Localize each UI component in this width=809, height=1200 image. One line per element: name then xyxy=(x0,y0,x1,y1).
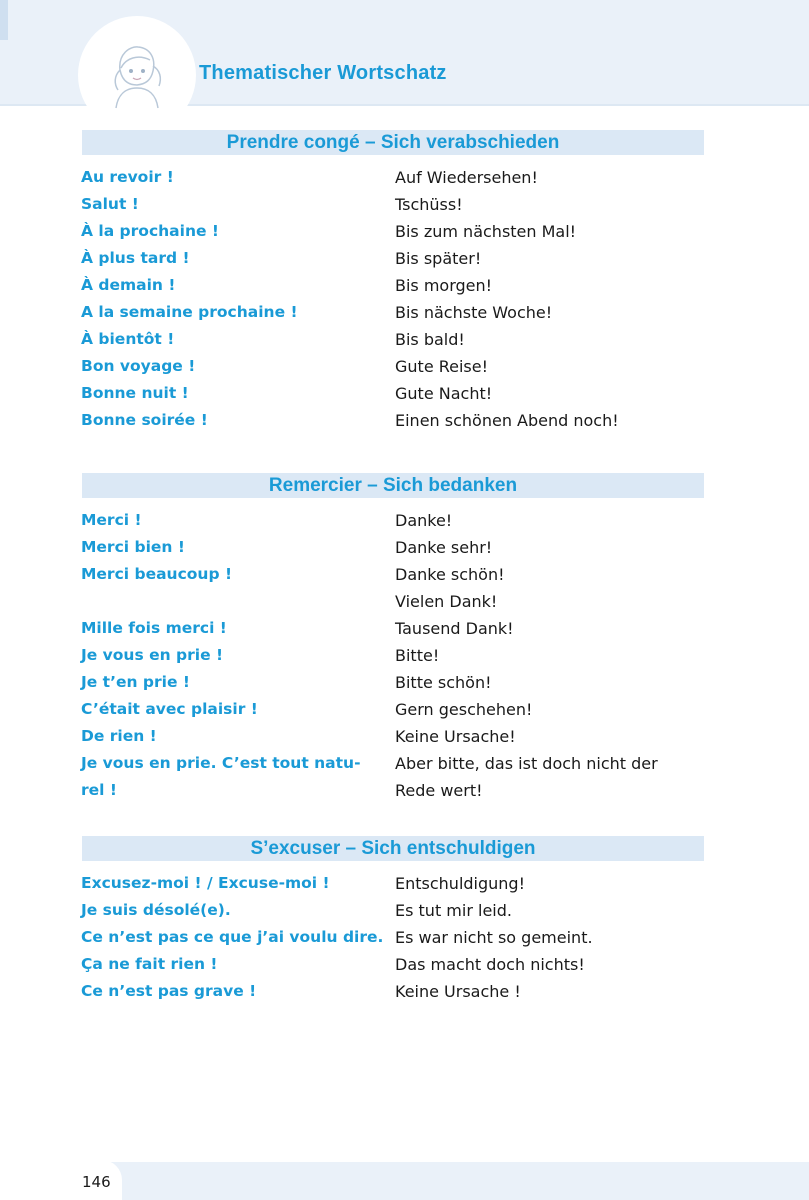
french-phrase: Je suis désolé(e). xyxy=(81,901,231,919)
vocabulary-entry xyxy=(0,924,809,951)
german-translation: Bis später! xyxy=(395,249,482,268)
french-phrase: Merci ! xyxy=(81,511,142,529)
french-phrase: À demain ! xyxy=(81,276,176,294)
vocabulary-entry xyxy=(0,642,809,669)
german-translation: Es tut mir leid. xyxy=(395,901,512,920)
french-phrase: Ce n’est pas grave ! xyxy=(81,982,257,1000)
german-translation: Danke sehr! xyxy=(395,538,493,557)
vocabulary-entry xyxy=(0,870,809,897)
french-phrase: Au revoir ! xyxy=(81,168,174,186)
vocabulary-entry xyxy=(0,191,809,218)
vocabulary-entry xyxy=(0,218,809,245)
german-translation: Bis morgen! xyxy=(395,276,493,295)
french-phrase: De rien ! xyxy=(81,727,157,745)
section-title: Prendre congé – Sich verabschieden xyxy=(226,132,560,153)
german-translation: Gute Nacht! xyxy=(395,384,493,403)
german-translation: Bitte schön! xyxy=(395,673,492,692)
german-translation: Gute Reise! xyxy=(395,357,489,376)
header-tab xyxy=(0,0,8,40)
vocabulary-entry xyxy=(0,326,809,353)
vocabulary-entry xyxy=(0,897,809,924)
german-translation: Einen schönen Abend noch! xyxy=(395,411,619,430)
section-title: S’excuser – Sich entschuldigen xyxy=(250,838,536,859)
german-translation: Bis nächste Woche! xyxy=(395,303,553,322)
french-phrase: Je t’en prie ! xyxy=(81,673,190,691)
vocabulary-entry xyxy=(0,407,809,434)
german-translation: Entschuldigung! xyxy=(395,874,525,893)
vocabulary-entry xyxy=(0,723,809,750)
vocabulary-entry xyxy=(0,669,809,696)
german-translation: Es war nicht so gemeint. xyxy=(395,928,593,947)
mascot-girl-icon xyxy=(104,40,170,110)
german-translation: Bis zum nächsten Mal! xyxy=(395,222,577,241)
vocabulary-entry xyxy=(0,507,809,534)
vocabulary-entry xyxy=(0,978,809,1005)
german-translation: Danke! xyxy=(395,511,453,530)
vocabulary-entry xyxy=(0,353,809,380)
german-translation: Gern geschehen! xyxy=(395,700,533,719)
german-translation: Bitte! xyxy=(395,646,440,665)
vocabulary-entry xyxy=(0,534,809,561)
german-translation: Danke schön! Vielen Dank! xyxy=(395,565,505,611)
french-phrase: À bientôt ! xyxy=(81,330,175,348)
french-phrase: Merci beaucoup ! xyxy=(81,565,233,583)
section-header xyxy=(82,130,704,155)
german-translation: Tausend Dank! xyxy=(395,619,514,638)
section-header xyxy=(82,473,704,498)
vocabulary-entry xyxy=(0,750,809,804)
french-phrase: À la prochaine ! xyxy=(81,222,219,240)
french-phrase: Je vous en prie. C’est tout natu- rel ! xyxy=(81,754,361,799)
french-phrase: Bonne soirée ! xyxy=(81,411,208,429)
vocabulary-entry xyxy=(0,245,809,272)
vocabulary-entry xyxy=(0,272,809,299)
french-phrase: C’était avec plaisir ! xyxy=(81,700,258,718)
german-translation: Keine Ursache! xyxy=(395,727,516,746)
german-translation: Auf Wiedersehen! xyxy=(395,168,538,187)
french-phrase: Je vous en prie ! xyxy=(81,646,224,664)
vocabulary-entry xyxy=(0,299,809,326)
french-phrase: Mille fois merci ! xyxy=(81,619,227,637)
mascot-badge xyxy=(78,16,196,134)
german-translation: Tschüss! xyxy=(395,195,463,214)
vocabulary-entry xyxy=(0,380,809,407)
vocabulary-entry xyxy=(0,615,809,642)
german-translation: Das macht doch nichts! xyxy=(395,955,585,974)
french-phrase: Excusez-moi ! / Excuse-moi ! xyxy=(81,874,330,892)
german-translation: Keine Ursache ! xyxy=(395,982,521,1001)
vocabulary-entry xyxy=(0,164,809,191)
french-phrase: A la semaine prochaine ! xyxy=(81,303,298,321)
french-phrase: Bonne nuit ! xyxy=(81,384,189,402)
french-phrase: Ce n’est pas ce que j’ai voulu dire. xyxy=(81,928,384,946)
vocabulary-entry xyxy=(0,561,809,615)
french-phrase: Ça ne fait rien ! xyxy=(81,955,218,973)
french-phrase: Merci bien ! xyxy=(81,538,185,556)
french-phrase: Bon voyage ! xyxy=(81,357,196,375)
french-phrase: À plus tard ! xyxy=(81,249,190,267)
vocabulary-entry xyxy=(0,696,809,723)
french-phrase: Salut ! xyxy=(81,195,139,213)
page-number: 146 xyxy=(82,1173,111,1191)
vocabulary-entry xyxy=(0,951,809,978)
section-header xyxy=(82,836,704,861)
page-title: Thematischer Wortschatz xyxy=(199,62,447,84)
german-translation: Bis bald! xyxy=(395,330,465,349)
german-translation: Aber bitte, das ist doch nicht der Rede wert! xyxy=(395,754,658,800)
section-title: Remercier – Sich bedanken xyxy=(268,475,518,496)
